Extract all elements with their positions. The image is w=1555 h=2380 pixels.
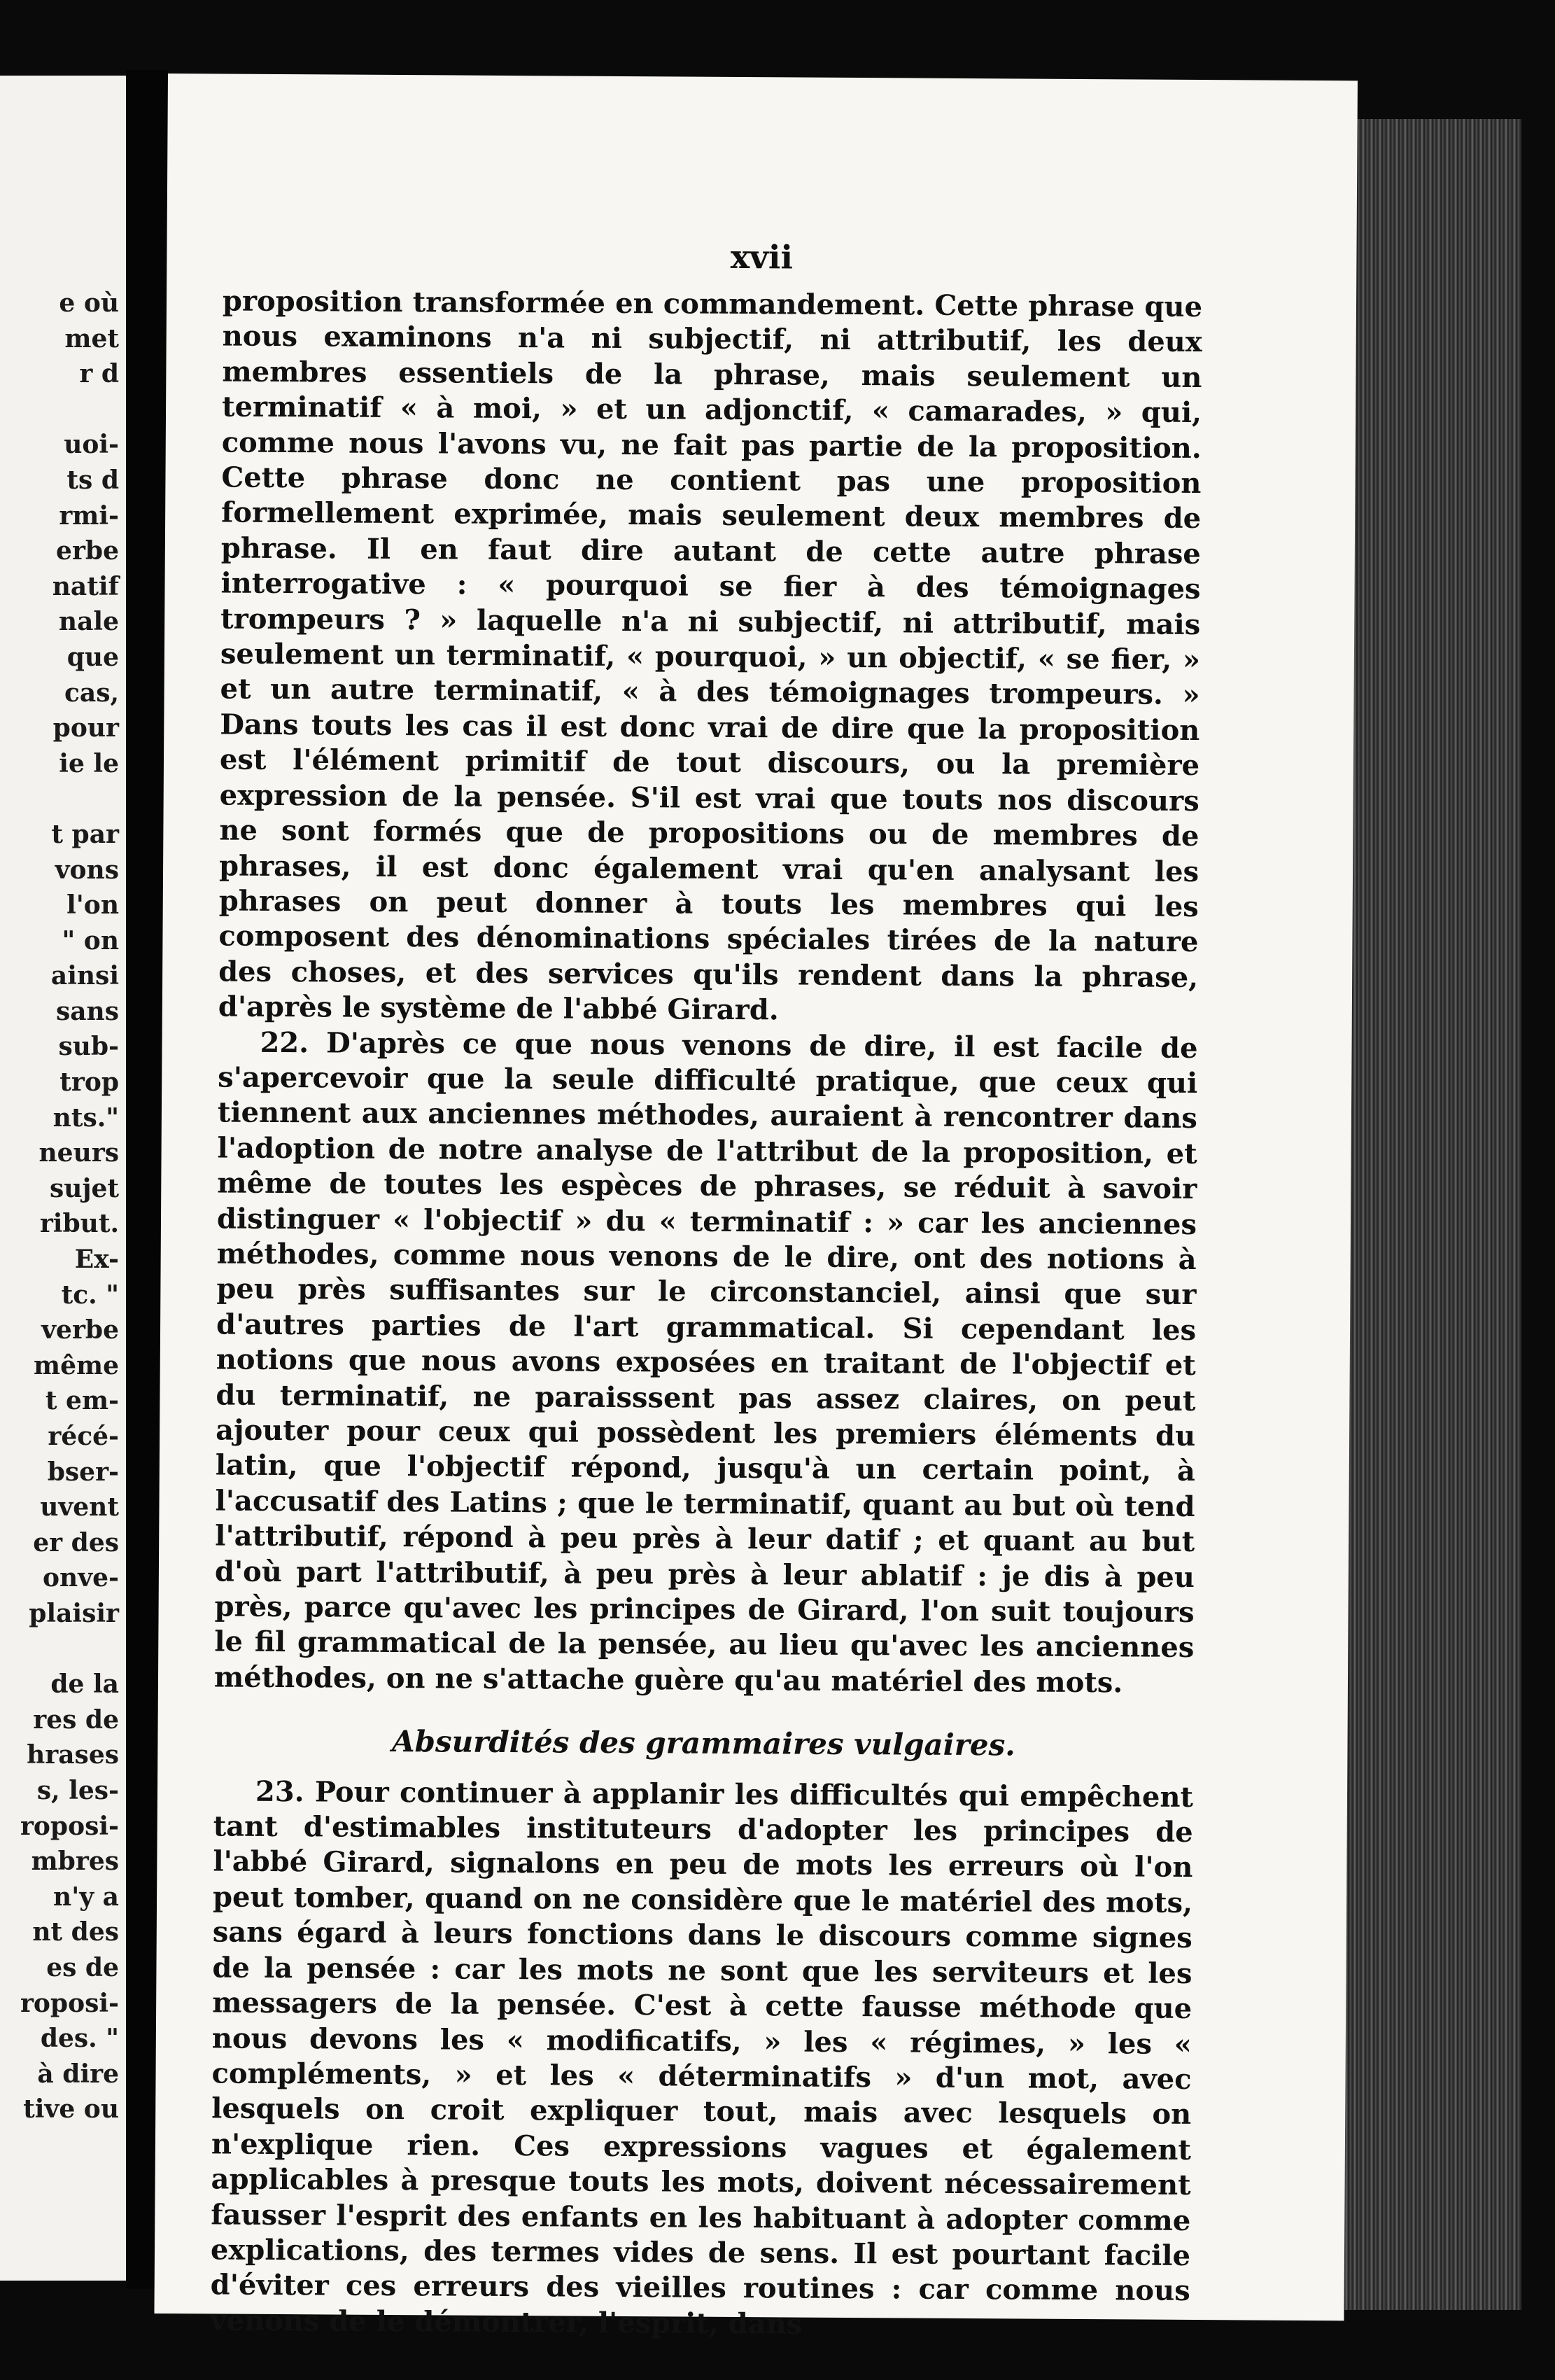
left-facing-page — [0, 76, 128, 2281]
left-fragment-line: s, les- — [36, 1775, 119, 1805]
left-fragment-line: n'y a — [53, 1882, 119, 1912]
left-fragment-line: tc. " — [61, 1280, 119, 1310]
section-heading: Absurdités des grammaires vulgaires. — [391, 1724, 1015, 1763]
paragraph-23: 23. Pour continuer à applanir les difficultés qui empêchent tant d'estimables instituteurs d'adopter les principes de l'abbé Girard, signalons en peu de mots les erreurs où l'on peut tomber, quand on ne considère que le matériel des mots, sans égard à leurs fonctions dans le discours comme signes de la pensée : car les mots ne sont que les serviteurs et les messagers de la pensée. C'est à cette fausse méthode que nous devons les « modificatifs, » les « régimes, » les « compléments, » et les « déterminatifs » d'un mot, avec lesquels on croit expliquer tout, mais avec lesquels on n'explique rien. Ces expressions vagues et également applicables à presque touts les mots, doivent nécessairement fausser l'esprit des enfants en les habituant à adopter comme explications, des termes vides de sens. Il est pourtant facile d'éviter ces erreurs des vieilles routines : car comme nous venons de le démontrer, l'esprit, dans — [210, 1774, 1194, 2341]
paragraph-1: proposition transformée en commandement. Cette phrase que nous examinons n'a ni subjectif, ni attributif, les deux membres essentiels de la phrase, mais seulement un terminatif « à moi, » et un adjonctif, « camarades, » qui, comme nous l'avons vu, ne fait pas partie de la proposition. Cette phrase donc ne contient pas une proposition formellement exprimée, mais seulement deux membres de phrase. Il en faut dire autant de cette autre phrase interrogative : « pourquoi se fier à des témoignages trompeurs ? » laquelle n'a ni subjectif, ni attributif, mais seulement un terminatif, « pourquoi, » un objectif, « se fier, » et un autre terminatif, « à des témoignages trompeurs. » Dans touts les cas il est donc vrai de dire que la proposition est l'élément primitif de tout discours, ou la première expression de la pensée. S'il est vrai que touts nos discours ne sont formés que de propositions ou de membres de phrases, il est donc également vrai qu'en analysant les phrases on peut donner à touts les membres qui les composent des dénominations spéciales tirées de la nature des choses, et des services qu'ils rendent dans la phrase, d'après le système de l'abbé Girard. — [218, 284, 1203, 1027]
left-fragment-line: uvent — [40, 1492, 119, 1522]
paragraph-22: 22. D'après ce que nous venons de dire, il est facile de s'apercevoir que la seule difficulté pratique, que ceux qui tiennent aux anciennes méthodes, auraient à rencontrer dans l'adoption de notre analyse de l'attribut de la proposition, et même de toutes les espèces de phrases, se réduit à savoir distinguer « l'objectif » du « terminatif : » car les anciennes méthodes, comme nous venons de le dire, ont des notions à peu près suffisantes sur le circonstanciel, ainsi que sur d'autres parties de l'art grammatical. Si cependant les notions que nous avons exposées en traitant de l'objectif et du terminatif, ne paraisssent pas assez claires, on peut ajouter pour ceux qui possèdent les premiers éléments du latin, que l'objectif répond, jusqu'à un certain point, à l'accusatif des Latins ; que le terminatif, quant au but où tend l'attributif, répond à peu près à leur datif ; et quant au but d'où part l'attributif, à peu près à leur ablatif : je dis à peu près, parce qu'avec les principes de Girard, l'on suit toujours le fil grammatical de la pensée, au lieu qu'avec les anciennes méthodes, on ne s'attache guère qu'au matériel des mots. — [213, 1026, 1198, 1700]
left-fragment-line: er des — [33, 1527, 119, 1558]
left-fragment-line: roposi- — [20, 1811, 119, 1841]
left-fragment-line: " on — [62, 925, 119, 955]
left-fragment-line: ainsi — [50, 961, 119, 991]
left-fragment-line: l'on — [66, 890, 119, 920]
left-fragment-line: à dire — [37, 2059, 119, 2089]
body-text — [210, 284, 1202, 2344]
left-fragment-line: roposi- — [20, 1988, 119, 2018]
left-fragment-line: tive ou — [23, 2094, 119, 2124]
left-fragment-line: met — [64, 323, 119, 354]
left-fragment-line — [0, 781, 119, 817]
left-fragment-line: es de — [46, 1952, 119, 1982]
left-fragment-line: ts d — [66, 465, 119, 495]
left-fragment-line: ie le — [59, 748, 119, 778]
left-fragment-line: nts." — [52, 1102, 119, 1133]
left-fragment-line: que — [66, 642, 119, 672]
left-fragment-line — [0, 392, 119, 428]
left-fragment-line: natif — [52, 571, 119, 601]
left-fragment-line: neurs — [38, 1138, 119, 1168]
main-page — [154, 74, 1358, 2341]
left-fragment-line: mbres — [31, 1847, 119, 1877]
left-fragment-line: cas, — [64, 678, 119, 708]
left-fragment-line: nt des — [32, 1917, 119, 1947]
left-fragment-line: erbe — [56, 536, 119, 566]
left-fragment-line: des. " — [40, 2024, 119, 2054]
left-fragment-line: de la — [50, 1670, 119, 1700]
left-fragment-line: r d — [79, 359, 119, 389]
left-fragment-line: t par — [51, 819, 119, 849]
left-fragment-line: plaisir — [29, 1598, 119, 1628]
left-page-text-fragments — [0, 286, 119, 2127]
left-fragment-line: res de — [33, 1704, 119, 1735]
left-fragment-line: Ex- — [74, 1245, 119, 1275]
left-fragment-line: vons — [55, 855, 119, 885]
left-fragment-line: même — [34, 1350, 119, 1380]
left-fragment-line: ribut. — [39, 1209, 119, 1239]
left-fragment-line: bser- — [47, 1457, 119, 1487]
left-fragment-line: onve- — [43, 1563, 119, 1593]
left-fragment-line: e où — [59, 288, 119, 318]
left-fragment-line: sujet — [50, 1173, 119, 1203]
left-fragment-line: sans — [55, 996, 119, 1026]
left-fragment-line: uoi- — [64, 430, 119, 460]
left-fragment-line — [0, 1632, 119, 1667]
left-fragment-line: récé- — [48, 1422, 119, 1451]
left-fragment-line: rmi- — [59, 500, 119, 531]
left-fragment-line: verbe — [41, 1315, 119, 1345]
left-fragment-line: hrases — [27, 1740, 119, 1770]
left-fragment-line: trop — [59, 1068, 119, 1098]
left-fragment-line: nale — [58, 607, 119, 637]
left-fragment-line: sub- — [58, 1032, 119, 1062]
page-number: xvii — [730, 237, 794, 276]
left-fragment-line: pour — [52, 713, 119, 743]
left-fragment-line: t em- — [45, 1386, 119, 1416]
